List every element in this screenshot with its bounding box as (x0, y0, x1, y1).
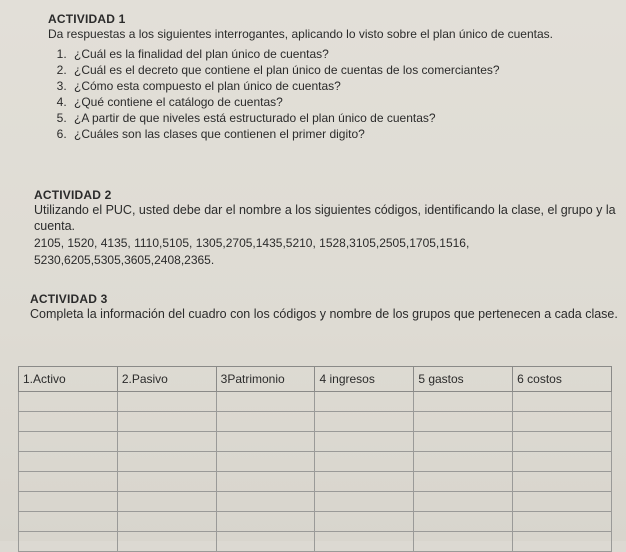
table-row (19, 412, 612, 432)
table-cell (117, 452, 216, 472)
table-cell (315, 492, 414, 512)
activity-2-intro: Utilizando el PUC, usted debe dar el nombre a los siguientes códigos, identificando la clase, el grupo y la cuenta. (34, 203, 616, 233)
table-cell (315, 512, 414, 532)
table-cell (117, 412, 216, 432)
table-cell (315, 532, 414, 552)
table-cell (414, 452, 513, 472)
table-cell (513, 532, 612, 552)
table-cell (117, 492, 216, 512)
table-cell (117, 532, 216, 552)
table-row (19, 432, 612, 452)
table-cell (414, 512, 513, 532)
table-cell (414, 472, 513, 492)
table-row (19, 492, 612, 512)
activity-1-intro: Da respuestas a los siguientes interrogantes, aplicando lo visto sobre el plan único de cuentas. (48, 27, 553, 41)
header-gastos: 5 gastos (414, 367, 513, 392)
table-cell (414, 492, 513, 512)
table-cell (216, 512, 315, 532)
table-row (19, 392, 612, 412)
header-activo: 1.Activo (19, 367, 118, 392)
table-cell (117, 392, 216, 412)
codes-line-2: 5230,6205,5305,3605,2408,2365. (34, 253, 215, 267)
table-cell (216, 432, 315, 452)
table-cell (513, 452, 612, 472)
table-cell (414, 412, 513, 432)
activity-3-section (30, 292, 618, 322)
table-cell (19, 532, 118, 552)
table-cell (117, 432, 216, 452)
activity-1-section (48, 12, 618, 142)
question-item: 3. ¿Cómo esta compuesto el plan único de cuentas? (70, 78, 618, 94)
classes-table (18, 366, 612, 552)
activity-1-question-list (48, 46, 618, 142)
question-item: 6. ¿Cuáles son las clases que contienen el primer digito? (70, 126, 618, 142)
table-cell (513, 472, 612, 492)
table-cell (117, 512, 216, 532)
header-ingresos: 4 ingresos (315, 367, 414, 392)
question-item: 1. ¿Cuál es la finalidad del plan único de cuentas? (70, 46, 618, 62)
table-cell (216, 412, 315, 432)
table-cell (216, 492, 315, 512)
table-cell (414, 392, 513, 412)
table-cell (117, 472, 216, 492)
table-cell (513, 492, 612, 512)
table-cell (513, 432, 612, 452)
table-cell (19, 392, 118, 412)
table-cell (19, 432, 118, 452)
header-pasivo: 2.Pasivo (117, 367, 216, 392)
table-cell (19, 472, 118, 492)
table-cell (216, 452, 315, 472)
table-cell (19, 492, 118, 512)
activity-1-title: ACTIVIDAD 1 (48, 12, 126, 26)
table-cell (216, 472, 315, 492)
table-header-row (19, 367, 612, 392)
table-cell (513, 512, 612, 532)
table-cell (414, 532, 513, 552)
question-item: 5. ¿A partir de que niveles está estructurado el plan único de cuentas? (70, 110, 618, 126)
question-item: 4. ¿Qué contiene el catálogo de cuentas? (70, 94, 618, 110)
table-cell (19, 452, 118, 472)
table-cell (315, 472, 414, 492)
activity-3-title: ACTIVIDAD 3 (30, 292, 108, 306)
question-item: 2. ¿Cuál es el decreto que contiene el plan único de cuentas de los comerciantes? (70, 62, 618, 78)
table-cell (315, 452, 414, 472)
table-cell (414, 432, 513, 452)
activity-3-intro: Completa la información del cuadro con los códigos y nombre de los grupos que pertenecen a cada clase. (30, 307, 618, 321)
table-row (19, 532, 612, 552)
activity-2-title: ACTIVIDAD 2 (34, 188, 112, 202)
table-cell (19, 512, 118, 532)
activity-2-section (34, 188, 618, 268)
header-patrimonio: 3Patrimonio (216, 367, 315, 392)
codes-line-1: 2105, 1520, 4135, 1110,5105, 1305,2705,1435,5210, 1528,3105,2505,1705,1516, (34, 236, 470, 250)
table-cell (513, 412, 612, 432)
header-costos: 6 costos (513, 367, 612, 392)
table-row (19, 512, 612, 532)
table-cell (216, 392, 315, 412)
table-cell (315, 432, 414, 452)
table-body (19, 392, 612, 552)
table-row (19, 452, 612, 472)
table-row (19, 472, 612, 492)
table-cell (513, 392, 612, 412)
table-cell (315, 392, 414, 412)
table-cell (315, 412, 414, 432)
table-cell (216, 532, 315, 552)
table-cell (19, 412, 118, 432)
